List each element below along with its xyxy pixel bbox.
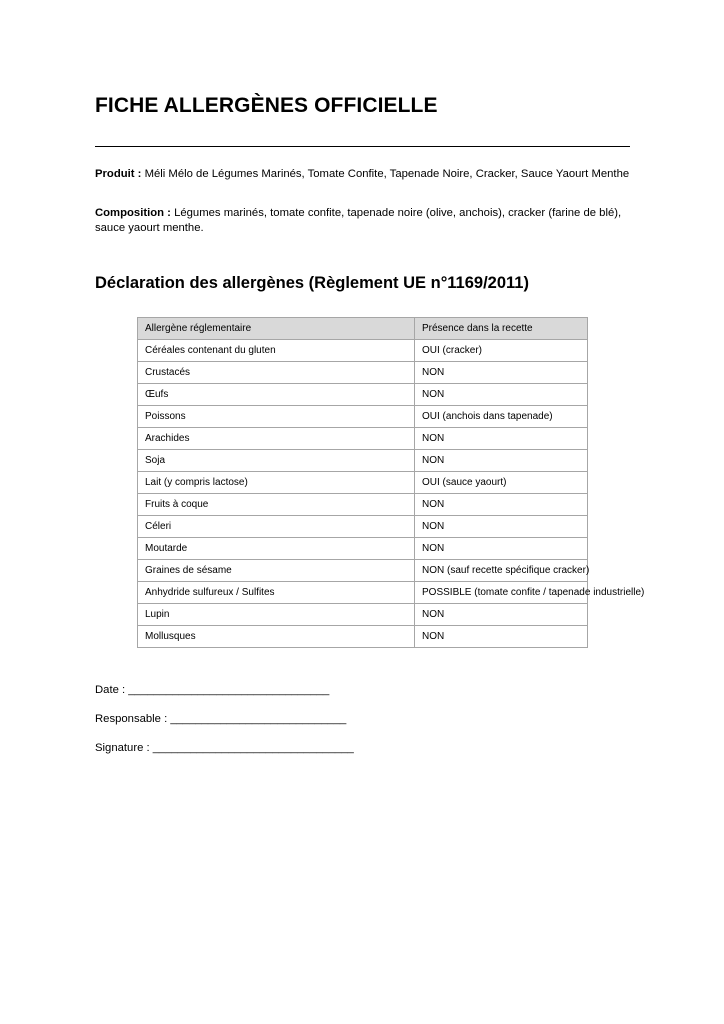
responsable-line: Responsable : ____________________________ [95, 713, 347, 725]
presence-cell: NON [415, 516, 588, 538]
composition-value: Légumes marinés, tomate confite, tapenade noire (olive, anchois), cracker (farine de blé), sauce yaourt menthe. [95, 207, 622, 234]
allergen-cell: Céréales contenant du gluten [138, 340, 415, 362]
allergen-cell: Arachides [138, 428, 415, 450]
product-value: Méli Mélo de Légumes Marinés, Tomate Confite, Tapenade Noire, Cracker, Sauce Yaourt Menthe [144, 168, 630, 180]
table-row [138, 472, 588, 494]
table-row [138, 626, 588, 648]
presence-cell: NON [415, 626, 588, 648]
table-row [138, 450, 588, 472]
allergen-cell: Mollusques [138, 626, 415, 648]
presence-cell: NON [415, 494, 588, 516]
presence-cell: NON [415, 384, 588, 406]
allergen-cell: Moutarde [138, 538, 415, 560]
table-row [138, 516, 588, 538]
product-label: Produit : [95, 168, 142, 180]
presence-cell: NON [415, 538, 588, 560]
signature-line: Signature : ________________________________ [95, 742, 354, 754]
allergen-cell: Lupin [138, 604, 415, 626]
presence-cell: NON [415, 428, 588, 450]
table-row [138, 560, 588, 582]
table-row [138, 406, 588, 428]
presence-cell: OUI (anchois dans tapenade) [415, 406, 588, 428]
table-header-row [138, 318, 588, 340]
presence-cell: NON [415, 362, 588, 384]
allergen-cell: Crustacés [138, 362, 415, 384]
table-row [138, 362, 588, 384]
date-line: Date : ________________________________ [95, 684, 330, 696]
table-row [138, 340, 588, 362]
table-row [138, 604, 588, 626]
presence-cell: NON [415, 604, 588, 626]
presence-cell: POSSIBLE (tomate confite / tapenade industrielle) [415, 582, 588, 604]
title-underline [95, 146, 630, 147]
product-paragraph [95, 167, 635, 182]
header-allergen: Allergène réglementaire [138, 318, 415, 340]
table-row [138, 582, 588, 604]
table-row [138, 384, 588, 406]
presence-cell: OUI (cracker) [415, 340, 588, 362]
allergen-cell: Lait (y compris lactose) [138, 472, 415, 494]
allergen-table [137, 317, 645, 648]
table-body [138, 340, 645, 648]
section-title: Déclaration des allergènes (Règlement UE n°1169/2011) [95, 274, 529, 292]
presence-cell: NON (sauf recette spécifique cracker) [415, 560, 588, 582]
page-title: FICHE ALLERGÈNES OFFICIELLE [95, 94, 438, 117]
presence-cell: NON [415, 450, 588, 472]
presence-cell: OUI (sauce yaourt) [415, 472, 588, 494]
header-presence: Présence dans la recette [415, 318, 588, 340]
allergen-cell: Fruits à coque [138, 494, 415, 516]
allergen-cell: Céleri [138, 516, 415, 538]
composition-label: Composition : [95, 207, 171, 219]
allergen-cell: Graines de sésame [138, 560, 415, 582]
allergen-cell: Soja [138, 450, 415, 472]
allergen-cell: Anhydride sulfureux / Sulfites [138, 582, 415, 604]
table-row [138, 428, 588, 450]
table-row [138, 538, 588, 560]
composition-paragraph [95, 206, 635, 236]
allergen-cell: Poissons [138, 406, 415, 428]
allergen-cell: Œufs [138, 384, 415, 406]
table-row [138, 494, 588, 516]
